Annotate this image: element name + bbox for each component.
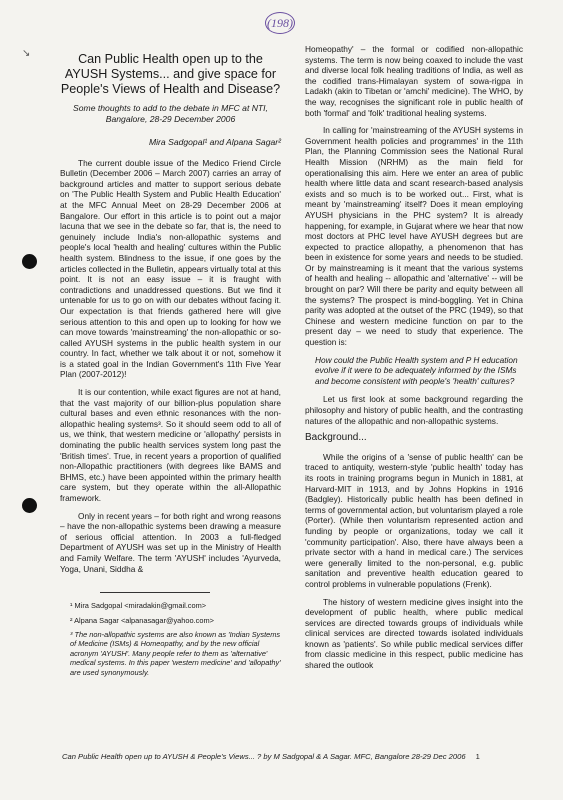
page-number-circle: (198) — [265, 12, 295, 34]
footnote: ¹ Mira Sadgopal <miradakin@gmail.com> — [70, 601, 207, 611]
body-paragraph: Let us first look at some background regarding the philosophy and history of public health, and the contrasting natures of the allopathic and non-allopathic systems. — [305, 394, 523, 426]
margin-mark: ↘ — [22, 48, 31, 59]
page-footer — [62, 752, 532, 761]
body-paragraph: In calling for 'mainstreaming of the AYUSH systems in Government health policies and programmes' in the 11th Plan, the Planning Commission sees the National Rural Health Mission (NRHM) as the main field for operationalising this aim. Here we enter an area of public health where little data and scant research-based analysis exists and so much is to be worked out... First, what is meant by 'mainstreaming' itself? Does it mean employing AYUSH physicians in the PHC system? It is already happening, for example, in Gujarat where we hear that now most doctors at PHC level have AYUSH degrees but are expected to practice allopathy, a phenomenon that has been in existence for some years and needs to be studied. Or by mainstreaming is it meant that the various systems of health and healing -- allopathic and 'alternative' -- will be brought on par? Will there be parity and equity between all the systems? The prospect is mind-boggling. Yet in China parity was adopted at the outset of the PRC (1949), so that Chinese and western medicine function on par to the present day – we need to study that experience. The question is: — [305, 125, 523, 348]
footer-citation: Can Public Health open up to AYUSH & People's Views... ? by M Sadgopal & A Sagar. MFC, Bangalore 28-29 Dec 2006 — [62, 752, 466, 761]
article-title: Can Public Health open up to the AYUSH Systems... and give space for People's Views of Health and Disease? — [60, 52, 281, 96]
pull-quote: How could the Public Health system and P H education evolve if it were to be adequately informed by the ISMs and become consistent with people's 'health' cultures? — [315, 354, 518, 386]
section-heading: Background... — [305, 432, 367, 444]
body-paragraph: While the origins of a 'sense of public health' can be traced to antiquity, western-style 'public health' today has its roots in training programs begun in Munich in 1881, at Harvard-MIT in 1913, and by Johns Hopkins in 1916 (Badgley). Historically public health has been defined in terms of governmental action, but voluntarism played a role (Porter). (While then voluntarism represented action and funding by people or organizations, today we call it 'community participation'. Also, there have always been a private sector with a hand in medical care.) The services were generally limited to the non-personal, e.g. public sanitation and preventive health education geared to control problems in vulnerable populations (Frenk). — [305, 451, 523, 589]
footnote: ² Alpana Sagar <alpanasagar@yahoo.com> — [70, 615, 214, 625]
footnote-rule — [100, 592, 210, 593]
binder-hole — [22, 254, 37, 269]
body-paragraph: Only in recent years – for both right and wrong reasons – have the non-allopathic systems been drawing a measure of serious official attention. In 2003 a full-fledged Department of AYUSH was set up in the Ministry of Health and Family Welfare. The term 'AYUSH' includes 'Ayurveda, Yoga, Unani, Siddha & — [60, 510, 281, 574]
body-paragraph: It is our contention, while exact figures are not at hand, that the vast majority of our billion-plus population share cultural bases and even ethnic resonances with the non-allopathic healing systems³. So it should seem odd to all of us, we think, that western medicine or 'allopathy' persists in dominating the public health services system long past the 'British times'. True, in recent years a proportion of qualified non-Allopathic practitioners (with degrees like BAMS and BHMS, etc.) have been appointed within the primary health care system, but they operate within the all-Allopathic framework. — [60, 387, 281, 503]
body-paragraph: The current double issue of the Medico Friend Circle Bulletin (December 2006 – March 2007) carries an array of background articles and matter to support serious debate on 'The Public Health System and Public Health Education' at the MFC Annual Meet on 28-29 December 2006 at Bangalore. Our effort in this article is to point out a major lacuna that we see in the debate so far, that is, the need to genuinely include India's non-allopathic systems and people's local 'health and healing' cultures within the Public health system. Blindness to the issue, if one goes by the articles collected in the Bulletin, appears virtually total at this point. It is not an easy issue – it is fraught with contradictions and unaddressed questions. But we find it untenable for us to go on with our debates without facing it. Our expectation is that friends gathered here will give serious attention to this and open up to looking for how we can move towards 'mainstreaming' the non-allopathic or so-called AYUSH systems in the public health system in our country. In fact, whether we talk about it or not, somehow it is a stated goal in the Indian Government's 11th Five Year Plan (2007-2012)! — [60, 157, 281, 380]
body-paragraph: The history of western medicine gives insight into the development of public health, where public medical services are directed towards groups of individuals while clinical services are directed towards isolated individuals known as 'patients'. So while public medical services differ from classic medicine in this respect, public medicine has shared the outlook — [305, 596, 523, 671]
authors-line: Mira Sadgopal¹ and Alpana Sagar² — [148, 137, 281, 147]
body-paragraph: Homeopathy' – the formal or codified non-allopathic systems. The term is now being coaxed to include the vast and diverse local folk healing traditions of India, as well as the codified trans-Himalayan system of sowa-rigpa in Ladakh (akin to Tibetan or 'amchi' medicine). The WHO, by the way, recognises the significant role in public health of both 'formal' and 'folk' traditional healing systems. — [305, 44, 523, 118]
left-column — [60, 44, 281, 682]
footnote: ³ The non-allopathic systems are also known as 'Indian Systems of Medicine (ISMs) & Homeopathy, and by the new official acronym 'AYUSH'. Many people refer to them as 'alternative' medical systems. In this paper 'western medicine' and 'allopathy' are used synonymously. — [70, 629, 281, 677]
binder-hole — [22, 498, 37, 513]
article-subtitle: Some thoughts to add to the debate in MFC at NTI, Bangalore, 28-29 December 2006 — [73, 103, 268, 124]
right-column — [305, 44, 523, 678]
footer-page-number: 1 — [475, 752, 480, 761]
